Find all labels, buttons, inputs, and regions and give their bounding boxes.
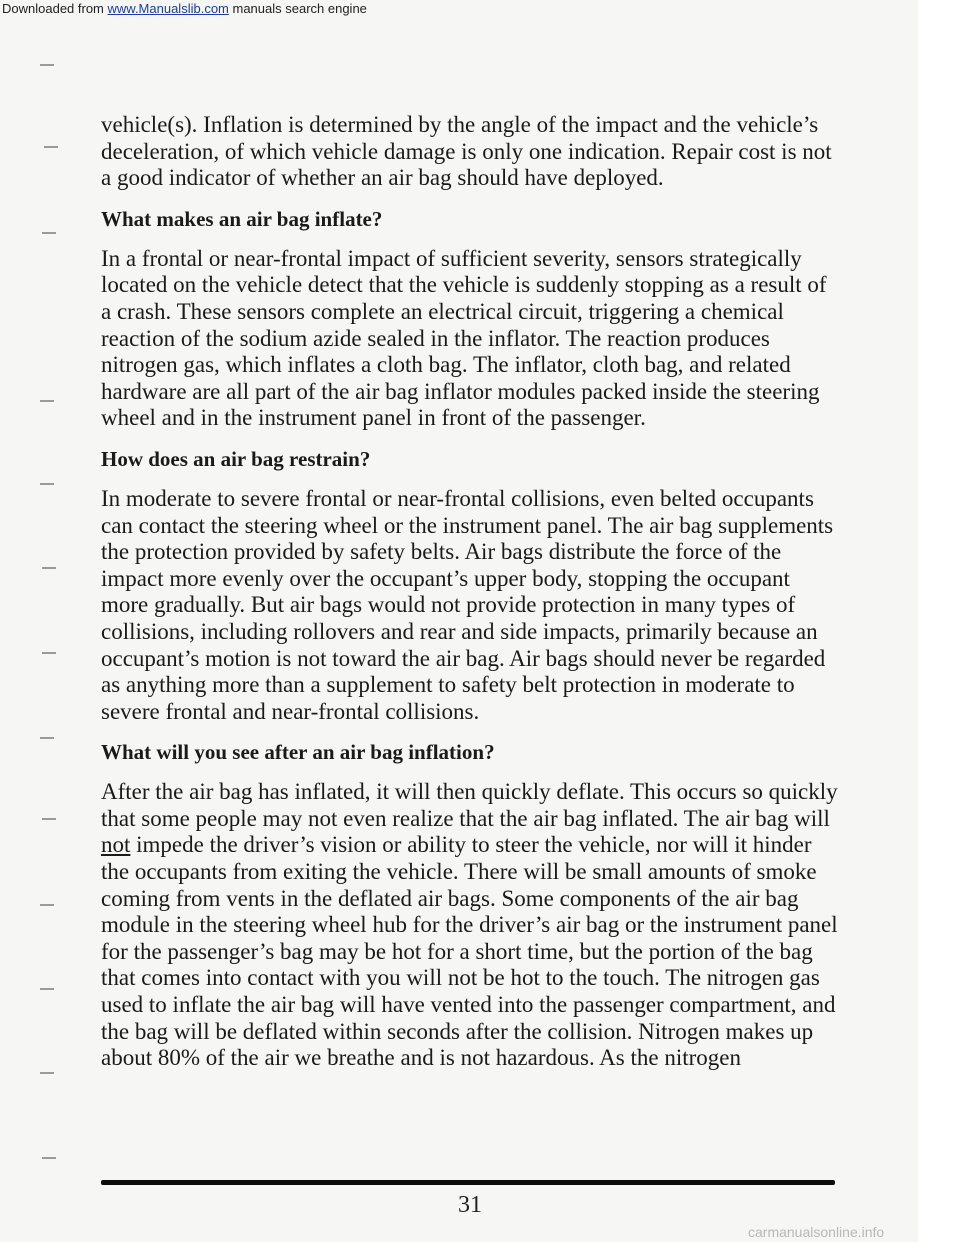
emphasis-not: not — [101, 832, 131, 858]
manualslib-link[interactable]: www.Manualslib.com — [107, 1, 229, 16]
manual-text — [101, 112, 841, 1086]
margin-tick — [44, 146, 58, 148]
margin-tick — [40, 483, 54, 485]
page-number: 31 — [458, 1192, 482, 1218]
margin-tick — [40, 1072, 54, 1074]
margin-tick — [42, 1157, 56, 1159]
paragraph-inflation-process: In a frontal or near-frontal impact of sufficient severity, sensors strategically located on the vehicle detect that the vehicle is suddenly stopping as a result of a crash. These sensors complete an electrical circuit, triggering a chemical reaction of the sodium azide sealed in the inflator. The reaction produces nitrogen gas, which inflates a cloth bag. The inflator, cloth bag, and related hardware are all part of the air bag inflator modules packed inside the steering wheel and in the instrument panel in front of the passenger. — [101, 245, 827, 431]
paragraph-inflation-continued: vehicle(s). Inflation is determined by the angle of the impact and the vehicle’s deceleration, of which vehicle damage is only one indication. Repair cost is not a good indicator of whether an air bag should have deployed. — [101, 112, 832, 191]
margin-tick — [40, 988, 54, 990]
header-suffix: manuals search engine — [228, 1, 367, 16]
margin-marks — [36, 0, 76, 1242]
margin-tick — [42, 818, 56, 820]
heading-what-makes-inflate: What makes an air bag inflate? — [101, 206, 383, 231]
header-prefix: Downloaded from — [2, 1, 108, 16]
after-inflation-text-a: After the air bag has inflated, it will then quickly deflate. This occurs so quickly that some people may not even realize that the air bag inflated. The air bag will — [101, 779, 838, 831]
heading-how-restrain: How does an air bag restrain? — [101, 446, 371, 471]
paragraph-after-inflation — [101, 779, 841, 1072]
margin-tick — [40, 64, 54, 66]
margin-tick — [40, 904, 54, 906]
footer-rule — [101, 1180, 835, 1185]
watermark: carmanualsonline.info — [748, 1224, 885, 1240]
margin-tick — [42, 567, 56, 569]
margin-tick — [40, 737, 54, 739]
margin-tick — [42, 652, 56, 654]
page-edge — [918, 0, 960, 1242]
heading-after-inflation: What will you see after an air bag inflation? — [101, 740, 495, 765]
paragraph-restraint: In moderate to severe frontal or near-frontal collisions, even belted occupants can contact the steering wheel or the instrument panel. The air bag supplements the protection provided by safety belts. Air bags distribute the force of the impact more evenly over the occupant’s upper body, stopping the occupant more gradually. But air bags would not provide protection in many types of collisions, including rollovers and rear and side impacts, primarily because an occupant’s motion is not toward the air bag. Air bags should never be regarded as anything more than a supplement to safety belt protection in moderate to severe frontal and near-frontal collisions. — [101, 485, 834, 724]
margin-tick — [42, 232, 56, 234]
margin-tick — [40, 400, 54, 402]
after-inflation-text-b: impede the driver’s vision or ability to steer the vehicle, nor will it hinder the occupants from exiting the vehicle. There will be small amounts of smoke coming from vents in the deflated air bags. Some components of the air bag module in the steering wheel hub for the driver’s air bag or the instrument panel for the passenger’s bag may be hot for a short time, but the portion of the bag that comes into contact with you will not be hot to the touch. The nitrogen gas used to inflate the air bag will have vented into the passenger compartment, and the bag will be deflated within seconds after the collision. Nitrogen makes up about 80% of the air we breathe and is not hazardous. As the nitrogen — [101, 832, 838, 1071]
